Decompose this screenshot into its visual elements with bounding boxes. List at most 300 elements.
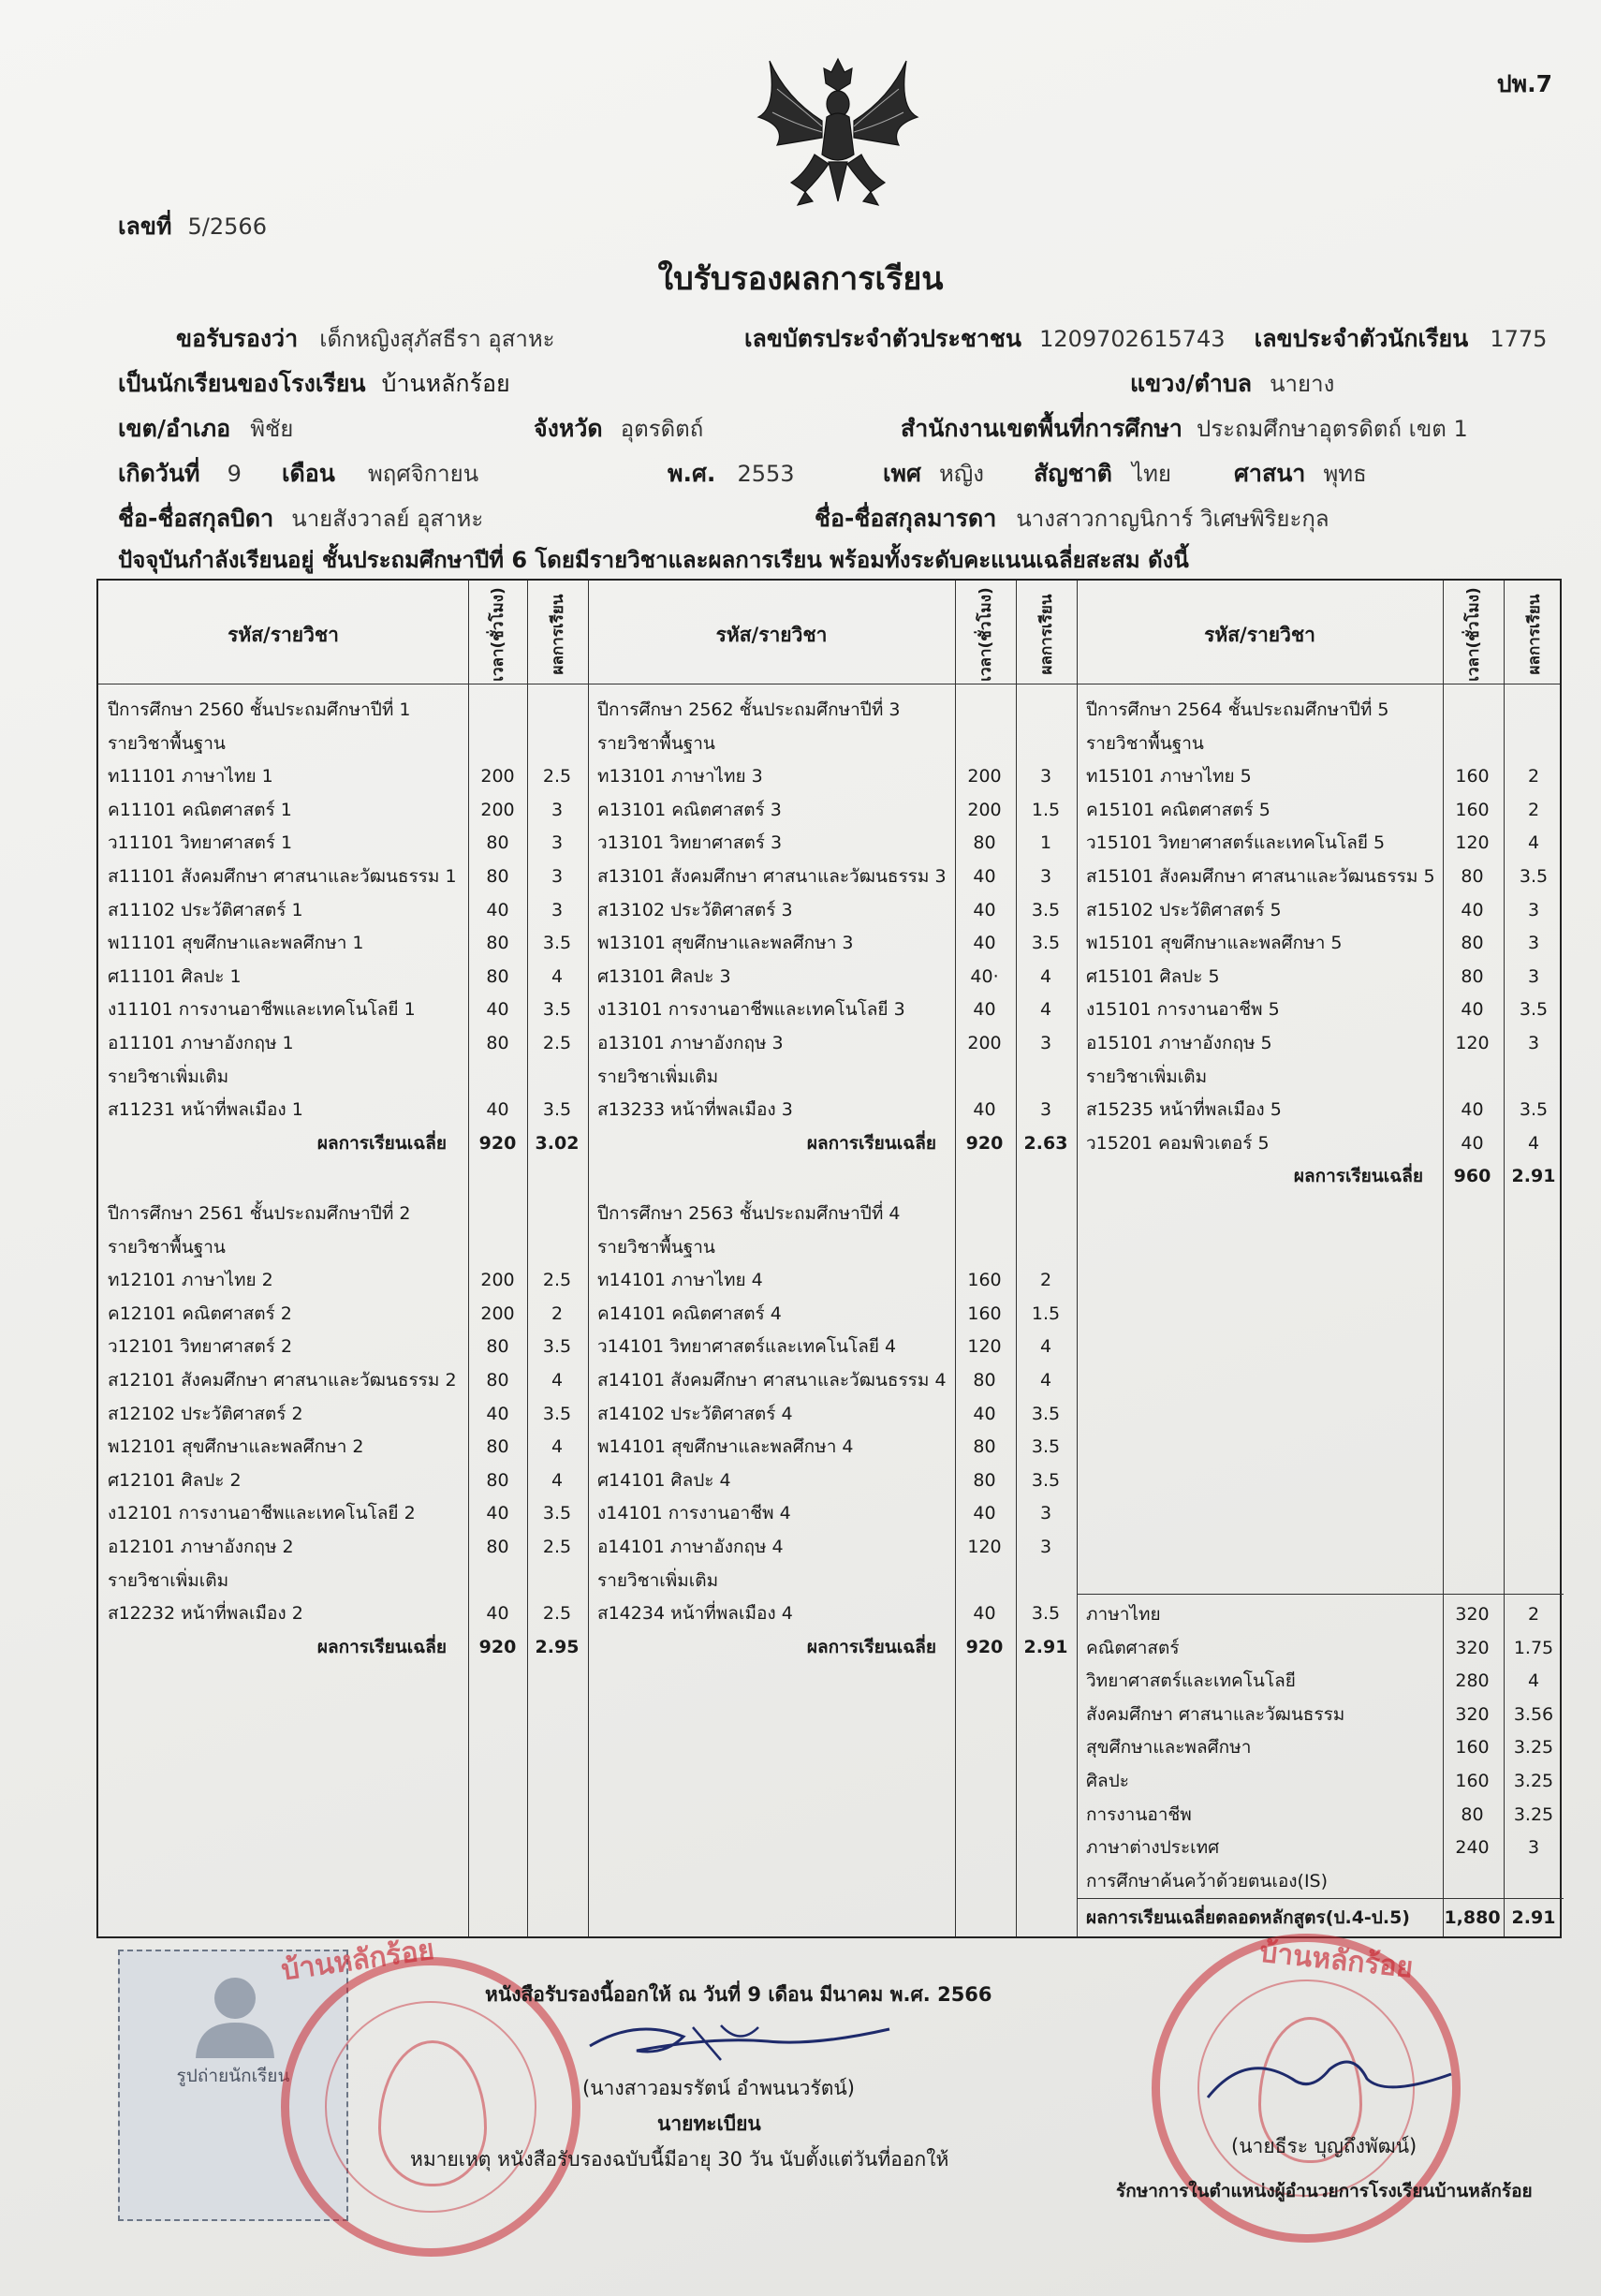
col-subject-3: รหัส/รายวิชา	[1204, 624, 1315, 646]
district-line	[118, 410, 293, 448]
grade-cell: 3	[1527, 965, 1540, 987]
hours-cell: 280	[1455, 1670, 1490, 1692]
subject-cell: คณิตศาสตร์	[1086, 1637, 1180, 1658]
subject-cell: ส15101 สังคมศึกษา ศาสนาและวัฒนธรรม 5	[1086, 866, 1435, 887]
grade-cell: 3	[1039, 1503, 1052, 1524]
hours-cell: 40	[1461, 1099, 1484, 1121]
grade-cell: 4	[1039, 965, 1052, 987]
born-day: 9	[227, 461, 242, 487]
hours-cell: 40	[1461, 899, 1484, 920]
summary-row	[98, 1730, 1564, 1764]
born-year: 2553	[737, 461, 795, 487]
grade-cell: 2	[1039, 1270, 1052, 1291]
hours-cell: 40	[486, 1603, 509, 1625]
average-row	[98, 1159, 1564, 1193]
doc-no-value: 5/2566	[187, 213, 267, 240]
table-row	[98, 1530, 1564, 1564]
sex-value: หญิง	[939, 461, 984, 487]
grade-cell: 2.5	[542, 1033, 572, 1053]
subject-cell: ผลการเรียนเฉลี่ย	[806, 1132, 936, 1154]
hours-cell: 80	[486, 1469, 509, 1491]
year-heading	[98, 693, 1564, 727]
director-signature-icon	[1189, 2041, 1470, 2126]
subject-cell: ส11231 หน้าที่พลเมือง 1	[108, 1099, 303, 1121]
subdistrict-label: แขวง/ตำบล	[1130, 370, 1253, 397]
table-row	[98, 1430, 1564, 1464]
subject-cell: รายวิชาพื้นฐาน	[108, 732, 226, 754]
garuda-emblem-icon	[749, 52, 927, 211]
subject-cell: ว11101 วิทยาศาสตร์ 1	[108, 832, 293, 854]
subject-cell: ผลการเรียนเฉลี่ย	[1293, 1166, 1423, 1187]
grade-cell: 3	[1039, 1537, 1052, 1557]
hours-cell: 200	[967, 799, 1002, 820]
subject-cell: ศิลปะ	[1086, 1771, 1129, 1791]
subject-cell: พ15101 สุขศึกษาและพลศึกษา 5	[1086, 933, 1343, 954]
doc-no-label: เลขที่	[118, 213, 172, 240]
col-grade-2: ผลการเรียน	[1037, 594, 1056, 675]
table-row	[98, 1026, 1564, 1060]
table-row	[98, 1126, 1564, 1160]
province-line	[534, 410, 703, 448]
summary-total-row	[98, 1901, 1564, 1935]
table-row	[98, 1496, 1564, 1530]
hours-cell: 120	[967, 1537, 1002, 1557]
col-hours-3: เวลา(ชั่วโมง)	[1464, 587, 1483, 682]
father-line	[118, 500, 483, 537]
subject-cell: รายวิชาพื้นฐาน	[597, 1236, 715, 1258]
hours-cell: 40·	[970, 965, 999, 987]
subject-cell: ปีการศึกษา 2560 ชั้นประถมศึกษาปีที่ 1	[108, 699, 411, 720]
subject-cell: ศ11101 ศิลปะ 1	[108, 965, 242, 987]
document-number	[118, 208, 267, 245]
year-line	[668, 455, 795, 493]
grade-cell: 3	[551, 866, 564, 887]
subject-cell: ส12102 ประวัติศาสตร์ 2	[108, 1403, 303, 1424]
grade-cell: 1.5	[1031, 799, 1061, 820]
subject-cell: อ12101 ภาษาอังกฤษ 2	[108, 1537, 294, 1557]
hours-cell: 40	[1461, 999, 1484, 1021]
table-row	[98, 1297, 1564, 1331]
col-grade-1: ผลการเรียน	[549, 594, 567, 675]
col-hours-2: เวลา(ชั่วโมง)	[977, 587, 995, 682]
sex-line	[883, 455, 1367, 493]
subject-cell: ท15101 ภาษาไทย 5	[1086, 766, 1252, 787]
grade-cell: 1	[1039, 832, 1052, 854]
grade-cell: 3.5	[1031, 1403, 1061, 1424]
subject-cell: รายวิชาเพิ่มเติม	[1086, 1066, 1208, 1087]
subject-cell: ส13101 สังคมศึกษา ศาสนาและวัฒนธรรม 3	[597, 866, 947, 887]
hours-cell: 40	[973, 899, 996, 920]
hours-cell: 40	[973, 1503, 996, 1524]
subject-cell: ส11101 สังคมศึกษา ศาสนาและวัฒนธรรม 1	[108, 866, 457, 887]
subject-cell: ท13101 ภาษาไทย 3	[597, 766, 763, 787]
basic-label	[98, 727, 1564, 760]
subject-cell: อ14101 ภาษาอังกฤษ 4	[597, 1537, 784, 1557]
certify-label: ขอรับรองว่า	[176, 325, 299, 352]
grade-cell: 2.5	[542, 1603, 572, 1625]
seal-text-left: บ้านหลักร้อย	[279, 1933, 437, 1988]
subject-cell: อ13101 ภาษาอังกฤษ 3	[597, 1033, 784, 1053]
hours-cell: 40	[486, 1503, 509, 1524]
school-value: บ้านหลักร้อย	[381, 370, 510, 397]
grade-cell: 3.5	[1031, 1436, 1061, 1458]
district-label: เขต/อำเภอ	[118, 415, 231, 442]
subject-cell: พ14101 สุขศึกษาและพลศึกษา 4	[597, 1436, 854, 1458]
grade-cell: 4	[551, 965, 564, 987]
summary-row	[98, 1698, 1564, 1731]
subject-cell: รายวิชาเพิ่มเติม	[108, 1066, 229, 1087]
grade-cell: 3.25	[1513, 1771, 1554, 1791]
hours-cell: 960	[1453, 1166, 1491, 1187]
subject-cell: พ11101 สุขศึกษาและพลศึกษา 1	[108, 933, 364, 954]
hours-cell: 80	[486, 1370, 509, 1391]
subject-cell: ส13102 ประวัติศาสตร์ 3	[597, 899, 793, 920]
office-label: สำนักงานเขตพื้นที่การศึกษา	[901, 415, 1182, 442]
grade-cell: 4	[1039, 999, 1052, 1021]
grade-cell: 3	[1039, 866, 1052, 887]
grade-cell: 4	[551, 1370, 564, 1391]
hours-cell: 40	[486, 1403, 509, 1424]
hours-cell: 40	[973, 999, 996, 1021]
birth-line	[118, 455, 478, 493]
hours-cell: 40	[486, 1099, 509, 1121]
hours-cell: 920	[478, 1636, 517, 1657]
grade-cell: 3.5	[542, 1099, 572, 1121]
hours-cell: 240	[1455, 1837, 1490, 1859]
grade-cell: 3	[1039, 766, 1052, 787]
subject-cell: ศ14101 ศิลปะ 4	[597, 1469, 731, 1491]
hours-cell: 40	[973, 1099, 996, 1121]
grade-cell: 4	[1527, 1670, 1540, 1692]
subject-cell: ศ15101 ศิลปะ 5	[1086, 965, 1220, 987]
subject-cell: ส11102 ประวัติศาสตร์ 1	[108, 899, 303, 920]
subject-cell: ค11101 คณิตศาสตร์ 1	[108, 799, 292, 820]
hours-cell: 320	[1455, 1703, 1490, 1725]
grade-cell: 3.5	[1519, 866, 1549, 887]
subject-cell: พ13101 สุขศึกษาและพลศึกษา 3	[597, 933, 854, 954]
hours-cell: 80	[1461, 933, 1484, 954]
col-grade-3: ผลการเรียน	[1525, 594, 1544, 675]
table-row	[98, 860, 1564, 893]
issued-text: หนังสือรับรองนี้ออกให้ ณ วันที่ 9 เดือน มีนาคม พ.ศ. 2566	[485, 1983, 992, 2006]
grade-cell: 3.5	[542, 1403, 572, 1424]
subject-cell: ปีการศึกษา 2564 ชั้นประถมศึกษาปีที่ 5	[1086, 699, 1389, 720]
hours-cell: 320	[1455, 1637, 1490, 1658]
subject-cell: ส15235 หน้าที่พลเมือง 5	[1086, 1099, 1282, 1121]
hours-cell: 80	[973, 1370, 996, 1391]
grade-cell: 3	[1527, 1033, 1540, 1053]
col-subject-2: รหัส/รายวิชา	[715, 624, 828, 646]
table-row	[98, 1464, 1564, 1497]
id-card-line	[744, 320, 1547, 358]
hours-cell: 120	[1455, 1033, 1490, 1053]
grade-cell: 3.5	[1031, 933, 1061, 954]
director-title: รักษาการในตำแหน่งผู้อำนวยการโรงเรียนบ้านหลักร้อย	[1116, 2181, 1533, 2201]
month-label: เดือน	[282, 460, 335, 487]
table-row	[98, 926, 1564, 960]
subject-cell: รายวิชาเพิ่มเติม	[597, 1066, 719, 1087]
table-row	[98, 893, 1564, 927]
grade-cell: 3.5	[542, 1503, 572, 1524]
subject-cell: การงานอาชีพ	[1086, 1803, 1192, 1825]
hours-cell: 160	[967, 1303, 1002, 1324]
subject-cell: ปีการศึกษา 2561 ชั้นประถมศึกษาปีที่ 2	[108, 1203, 411, 1224]
student-id-label: เลขประจำตัวนักเรียน	[1254, 325, 1469, 352]
grade-cell: 2.5	[542, 1270, 572, 1291]
table-row	[98, 1263, 1564, 1297]
subject-cell: ส14102 ประวัติศาสตร์ 4	[597, 1403, 793, 1424]
grade-cell: 3	[551, 799, 564, 820]
hours-cell: 40	[973, 933, 996, 954]
religion-value: พุทธ	[1323, 461, 1367, 487]
grade-cell: 3.5	[542, 933, 572, 954]
grade-cell: 3.5	[1031, 899, 1061, 920]
subject-cell: ง13101 การงานอาชีพและเทคโนโลยี 3	[597, 999, 905, 1021]
grade-cell: 2	[551, 1303, 564, 1324]
subject-cell: ค12101 คณิตศาสตร์ 2	[108, 1303, 292, 1324]
subject-cell: ศ12101 ศิลปะ 2	[108, 1469, 242, 1491]
grade-cell: 2	[1527, 766, 1540, 787]
validity-note: หมายเหตุ หนังสือรับรองฉบับนี้มีอายุ 30 วัน นับตั้งแต่วันที่ออกให้	[410, 2148, 949, 2171]
grades-table	[96, 579, 1562, 1938]
table-row	[98, 1330, 1564, 1363]
hours-cell: 80	[486, 933, 509, 954]
hours-cell: 120	[1455, 832, 1490, 854]
school-line	[118, 365, 510, 403]
grade-cell: 2.91	[1023, 1636, 1068, 1657]
hours-cell: 920	[965, 1636, 1004, 1657]
hours-cell: 80	[486, 866, 509, 887]
subdistrict-value: นายาง	[1270, 371, 1335, 397]
district-value: พิชัย	[250, 416, 294, 442]
subject-cell: ว12101 วิทยาศาสตร์ 2	[108, 1336, 293, 1358]
form-code: ปพ.7	[1496, 70, 1552, 97]
person-icon	[188, 1968, 282, 2058]
office-value: ประถมศึกษาอุตรดิตถ์ เขต 1	[1197, 416, 1468, 442]
hours-cell: 200	[480, 1270, 515, 1291]
province-label: จังหวัด	[534, 415, 603, 442]
subject-cell: รายวิชาพื้นฐาน	[597, 732, 715, 754]
grade-cell: 3.5	[1519, 1099, 1549, 1121]
registrar-name: (นางสาวอมรรัตน์ อำพนนวรัตน์)	[582, 2077, 855, 2099]
grade-cell: 3.5	[1031, 1603, 1061, 1625]
grade-cell: 4	[551, 1436, 564, 1458]
hours-cell: 80	[1461, 866, 1484, 887]
subject-cell: ส12101 สังคมศึกษา ศาสนาและวัฒนธรรม 2	[108, 1370, 457, 1391]
subject-cell: ผลการเรียนเฉลี่ย	[316, 1132, 447, 1154]
col-hours-1: เวลา(ชั่วโมง)	[489, 587, 507, 682]
subject-cell: พ12101 สุขศึกษาและพลศึกษา 2	[108, 1436, 364, 1458]
extra-label	[98, 1060, 1564, 1094]
hours-cell: 1,880	[1444, 1907, 1501, 1928]
mother-label: ชื่อ-ชื่อสกุลมารดา	[815, 505, 997, 532]
grade-cell: 4	[551, 1469, 564, 1491]
grade-cell: 2.63	[1023, 1132, 1068, 1154]
year-label: พ.ศ.	[668, 460, 716, 487]
grade-cell: 3.5	[1519, 999, 1549, 1021]
year-heading	[98, 1197, 1564, 1230]
nationality-value: ไทย	[1132, 461, 1171, 487]
grade-cell: 3	[1527, 933, 1540, 954]
subject-cell: รายวิชาเพิ่มเติม	[108, 1569, 229, 1591]
sex-label: เพศ	[883, 460, 921, 487]
grade-cell: 3.5	[542, 1336, 572, 1358]
grade-cell: 3.25	[1513, 1803, 1554, 1825]
nationality-label: สัญชาติ	[1034, 460, 1112, 487]
subject-cell: ภาษาต่างประเทศ	[1086, 1837, 1220, 1859]
office-line	[901, 410, 1468, 448]
subject-cell: รายวิชาเพิ่มเติม	[597, 1569, 719, 1591]
basic-label	[98, 1230, 1564, 1264]
hours-cell: 160	[1455, 1737, 1490, 1759]
hours-cell: 200	[480, 766, 515, 787]
subject-cell: ภาษาไทย	[1086, 1604, 1161, 1625]
certify-line	[176, 320, 555, 358]
born-month: พฤศจิกายน	[367, 461, 479, 487]
hours-cell: 80	[486, 965, 509, 987]
father-label: ชื่อ-ชื่อสกุลบิดา	[118, 505, 274, 532]
subject-cell: ว13101 วิทยาศาสตร์ 3	[597, 832, 783, 854]
table-row	[98, 960, 1564, 993]
grade-cell: 1.5	[1031, 1303, 1061, 1324]
hours-cell: 200	[480, 1303, 515, 1324]
grade-cell: 2.95	[535, 1636, 580, 1657]
hours-cell: 40	[973, 1403, 996, 1424]
id-card-value: 1209702615743	[1039, 326, 1226, 352]
hours-cell: 80	[973, 832, 996, 854]
grade-cell: 2.5	[542, 766, 572, 787]
hours-cell: 160	[1455, 1771, 1490, 1791]
registrar-title: นายทะเบียน	[657, 2112, 761, 2135]
hours-cell: 160	[1455, 766, 1490, 787]
grade-cell: 2	[1527, 1604, 1540, 1625]
mother-value: นางสาวกาญนิการ์ วิเศษพิริยะกุล	[1016, 506, 1329, 532]
grade-cell: 4	[1039, 1370, 1052, 1391]
subject-cell: อ11101 ภาษาอังกฤษ 1	[108, 1033, 294, 1053]
hours-cell: 160	[1455, 799, 1490, 820]
hours-cell: 80	[486, 1336, 509, 1358]
grade-cell: 3.02	[535, 1132, 580, 1154]
seal-text-right: บ้านหลักร้อย	[1257, 1935, 1415, 1985]
summary-row	[98, 1764, 1564, 1798]
subject-cell: การศึกษาค้นคว้าด้วยตนเอง(IS)	[1086, 1870, 1329, 1891]
hours-cell: 320	[1455, 1604, 1490, 1625]
subject-cell: ค13101 คณิตศาสตร์ 3	[597, 799, 782, 820]
grade-cell: 2.91	[1511, 1166, 1556, 1187]
grade-cell: 3	[1527, 899, 1540, 920]
hours-cell: 40	[486, 999, 509, 1021]
hours-cell: 80	[486, 832, 509, 854]
subject-cell: ท14101 ภาษาไทย 4	[597, 1270, 763, 1291]
table-row	[98, 1363, 1564, 1397]
subject-cell: รายวิชาพื้นฐาน	[108, 1236, 226, 1258]
grade-cell: 3	[1527, 1837, 1540, 1859]
subject-cell: ส12232 หน้าที่พลเมือง 2	[108, 1603, 303, 1625]
subject-cell: ค14101 คณิตศาสตร์ 4	[597, 1303, 782, 1324]
table-row	[98, 793, 1564, 827]
grade-cell: 2	[1527, 799, 1540, 820]
hours-cell: 80	[1461, 965, 1484, 987]
hours-cell: 200	[480, 799, 515, 820]
grade-cell: 2.5	[542, 1537, 572, 1557]
summary-row	[98, 1631, 1564, 1665]
subject-cell: ส14101 สังคมศึกษา ศาสนาและวัฒนธรรม 4	[597, 1370, 947, 1391]
table-row	[98, 759, 1564, 793]
subject-cell: ผลการเรียนเฉลี่ย	[806, 1636, 936, 1657]
mother-line	[815, 500, 1329, 537]
extra-label	[98, 1564, 1564, 1597]
subject-cell: ว15201 คอมพิวเตอร์ 5	[1086, 1132, 1270, 1154]
subject-cell: สุขศึกษาและพลศึกษา	[1086, 1737, 1252, 1759]
grade-cell: 2.91	[1511, 1907, 1556, 1928]
col-subject-1: รหัส/รายวิชา	[228, 624, 339, 646]
province-value: อุตรดิตถ์	[620, 416, 704, 442]
summary-row	[98, 1864, 1564, 1898]
school-label: เป็นนักเรียนของโรงเรียน	[118, 370, 366, 397]
grade-cell: 4	[1039, 1336, 1052, 1358]
summary-row	[98, 1831, 1564, 1864]
grade-cell: 3	[551, 832, 564, 854]
subject-cell: ผลการเรียนเฉลี่ยตลอดหลักสูตร(ป.4-ป.5)	[1086, 1907, 1410, 1928]
hours-cell: 40	[973, 1603, 996, 1625]
student-name: เด็กหญิงสุภัสธีรา อุสาหะ	[319, 326, 555, 352]
subject-cell: ส15102 ประวัติศาสตร์ 5	[1086, 899, 1282, 920]
hours-cell: 160	[967, 1270, 1002, 1291]
hours-cell: 120	[967, 1336, 1002, 1358]
subject-cell: ปีการศึกษา 2563 ชั้นประถมศึกษาปีที่ 4	[597, 1203, 901, 1224]
born-label: เกิดวันที่	[118, 460, 200, 487]
grade-cell: 4	[1527, 1132, 1540, 1154]
subject-cell: ว14101 วิทยาศาสตร์และเทคโนโลยี 4	[597, 1336, 897, 1358]
father-value: นายสังวาลย์ อุสาหะ	[291, 506, 484, 532]
table-row	[98, 826, 1564, 860]
hours-cell: 920	[478, 1132, 517, 1154]
photo-caption: รูปถ่ายนักเรียน	[176, 2066, 290, 2086]
subject-cell: ศ13101 ศิลปะ 3	[597, 965, 731, 987]
subject-cell: ง14101 การงานอาชีพ 4	[597, 1503, 791, 1524]
summary-row	[98, 1798, 1564, 1832]
subject-cell: ง15101 การงานอาชีพ 5	[1086, 999, 1280, 1021]
director-name: (นายธีระ บุญถึงพัฒน์)	[1231, 2135, 1417, 2157]
grade-cell: 3.5	[542, 999, 572, 1021]
registrar-signature-icon	[580, 2009, 899, 2074]
hours-cell: 80	[486, 1436, 509, 1458]
grade-cell: 3.56	[1513, 1703, 1554, 1725]
hours-cell: 80	[486, 1033, 509, 1053]
hours-cell: 200	[967, 1033, 1002, 1053]
subject-cell: วิทยาศาสตร์และเทคโนโลยี	[1086, 1670, 1296, 1692]
student-id-value: 1775	[1490, 326, 1548, 352]
grade-cell: 3	[551, 899, 564, 920]
hours-cell: 80	[486, 1537, 509, 1557]
page-title: ใบรับรองผลการเรียน	[657, 260, 944, 298]
id-card-label: เลขบัตรประจำตัวประชาชน	[744, 325, 1021, 352]
subject-cell: ปีการศึกษา 2562 ชั้นประถมศึกษาปีที่ 3	[597, 699, 901, 720]
hours-cell: 40	[973, 866, 996, 887]
hours-cell: 80	[973, 1469, 996, 1491]
subdistrict-line	[1130, 365, 1334, 403]
hours-cell: 40	[1461, 1132, 1484, 1154]
table-row	[98, 1397, 1564, 1431]
table-row	[98, 1093, 1564, 1126]
summary-row	[98, 1664, 1564, 1698]
grade-cell: 4	[1527, 832, 1540, 854]
subject-cell: รายวิชาพื้นฐาน	[1086, 732, 1204, 754]
hours-cell: 200	[967, 766, 1002, 787]
grade-cell: 3	[1039, 1099, 1052, 1121]
table-row	[98, 993, 1564, 1026]
subject-cell: ง11101 การงานอาชีพและเทคโนโลยี 1	[108, 999, 416, 1021]
